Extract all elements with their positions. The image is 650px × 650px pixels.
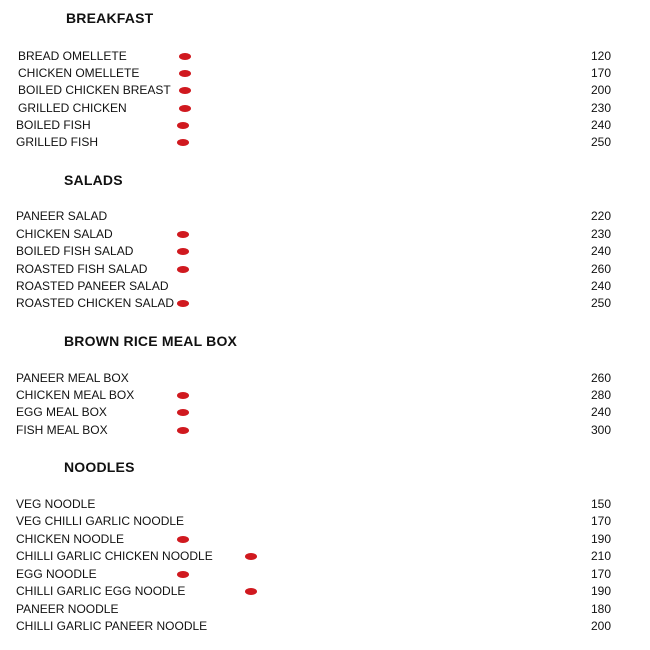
menu-item-price: 280 bbox=[590, 388, 611, 402]
nonveg-marker-icon bbox=[179, 70, 191, 77]
menu-item-name: VEG CHILLI GARLIC NOODLE bbox=[16, 514, 185, 528]
menu-item-name: PANEER SALAD bbox=[16, 209, 108, 223]
menu-item-price: 250 bbox=[590, 135, 611, 149]
menu-item-name: CHILLI GARLIC EGG NOODLE bbox=[16, 584, 186, 598]
menu-item-row bbox=[0, 208, 650, 225]
menu-item-name: BOILED CHICKEN BREAST bbox=[18, 83, 171, 97]
menu-item-row bbox=[0, 48, 650, 65]
menu-item-row bbox=[0, 295, 650, 312]
menu-item-price: 170 bbox=[590, 514, 611, 528]
menu-item-row bbox=[0, 370, 650, 387]
menu-item-price: 230 bbox=[590, 227, 611, 241]
menu-item-row bbox=[0, 243, 650, 260]
menu-item-name: VEG NOODLE bbox=[16, 497, 96, 511]
section-heading-brown-rice-meal-box: BROWN RICE MEAL BOX bbox=[64, 333, 238, 349]
nonveg-marker-icon bbox=[177, 248, 189, 255]
menu-item-name: EGG NOODLE bbox=[16, 567, 97, 581]
menu-item-name: CHICKEN SALAD bbox=[16, 227, 113, 241]
menu-item-price: 150 bbox=[590, 497, 611, 511]
menu-item-price: 260 bbox=[590, 371, 611, 385]
menu-item-name: ROASTED PANEER SALAD bbox=[16, 279, 169, 293]
menu-item-name: BOILED FISH SALAD bbox=[16, 244, 134, 258]
menu-item-price: 240 bbox=[590, 405, 611, 419]
menu-item-row bbox=[0, 618, 650, 635]
menu-item-price: 220 bbox=[590, 209, 611, 223]
menu-item-row bbox=[0, 134, 650, 151]
menu-item-row bbox=[0, 496, 650, 513]
nonveg-marker-icon bbox=[179, 105, 191, 112]
menu-item-price: 190 bbox=[590, 532, 611, 546]
nonveg-marker-icon bbox=[177, 266, 189, 273]
menu-item-price: 300 bbox=[590, 423, 611, 437]
menu-item-name: PANEER MEAL BOX bbox=[16, 371, 129, 385]
menu-item-row bbox=[0, 278, 650, 295]
menu-item-name: GRILLED FISH bbox=[16, 135, 99, 149]
menu-item-price: 120 bbox=[590, 49, 611, 63]
section-heading-salads: SALADS bbox=[64, 172, 123, 188]
menu-item-row bbox=[0, 226, 650, 243]
menu-item-row bbox=[0, 422, 650, 439]
menu-item-row bbox=[0, 513, 650, 530]
menu-item-row bbox=[0, 583, 650, 600]
menu-item-price: 210 bbox=[590, 549, 611, 563]
menu-item-name: PANEER NOODLE bbox=[16, 602, 119, 616]
menu-item-name: ROASTED FISH SALAD bbox=[16, 262, 148, 276]
menu-item-name: GRILLED CHICKEN bbox=[18, 101, 127, 115]
nonveg-marker-icon bbox=[177, 231, 189, 238]
nonveg-marker-icon bbox=[177, 139, 189, 146]
menu-item-row bbox=[0, 531, 650, 548]
menu-item-row bbox=[0, 601, 650, 618]
menu-item-price: 180 bbox=[590, 602, 611, 616]
nonveg-marker-icon bbox=[179, 87, 191, 94]
nonveg-marker-icon bbox=[177, 536, 189, 543]
menu-item-row bbox=[0, 404, 650, 421]
menu-item-row bbox=[0, 548, 650, 565]
section-heading-breakfast: BREAKFAST bbox=[66, 10, 154, 26]
menu-item-name: CHICKEN MEAL BOX bbox=[16, 388, 135, 402]
menu-item-name: CHILLI GARLIC PANEER NOODLE bbox=[16, 619, 208, 633]
nonveg-marker-icon bbox=[177, 392, 189, 399]
menu-item-name: EGG MEAL BOX bbox=[16, 405, 107, 419]
menu-item-price: 170 bbox=[590, 567, 611, 581]
menu-item-price: 200 bbox=[590, 83, 611, 97]
menu-item-name: CHILLI GARLIC CHICKEN NOODLE bbox=[16, 549, 213, 563]
menu-item-price: 200 bbox=[590, 619, 611, 633]
menu-item-name: BREAD OMELLETE bbox=[18, 49, 127, 63]
nonveg-marker-icon bbox=[245, 553, 257, 560]
menu-item-price: 170 bbox=[590, 66, 611, 80]
menu-item-row bbox=[0, 82, 650, 99]
nonveg-marker-icon bbox=[177, 427, 189, 434]
menu-item-row bbox=[0, 261, 650, 278]
menu-item-price: 230 bbox=[590, 101, 611, 115]
menu-item-row bbox=[0, 117, 650, 134]
nonveg-marker-icon bbox=[177, 571, 189, 578]
menu-item-price: 190 bbox=[590, 584, 611, 598]
nonveg-marker-icon bbox=[177, 300, 189, 307]
menu-item-price: 240 bbox=[590, 244, 611, 258]
menu-item-price: 240 bbox=[590, 279, 611, 293]
menu-item-row bbox=[0, 387, 650, 404]
menu-item-price: 240 bbox=[590, 118, 611, 132]
menu-item-name: FISH MEAL BOX bbox=[16, 423, 108, 437]
nonveg-marker-icon bbox=[245, 588, 257, 595]
menu-item-row bbox=[0, 566, 650, 583]
menu-item-name: BOILED FISH bbox=[16, 118, 91, 132]
section-heading-noodles: NOODLES bbox=[64, 459, 135, 475]
menu-item-price: 250 bbox=[590, 296, 611, 310]
menu-item-name: CHICKEN OMELLETE bbox=[18, 66, 140, 80]
menu-item-row bbox=[0, 100, 650, 117]
menu-item-row bbox=[0, 65, 650, 82]
nonveg-marker-icon bbox=[177, 122, 189, 129]
menu-item-price: 260 bbox=[590, 262, 611, 276]
menu-item-name: ROASTED CHICKEN SALAD bbox=[16, 296, 175, 310]
nonveg-marker-icon bbox=[179, 53, 191, 60]
menu-item-name: CHICKEN NOODLE bbox=[16, 532, 125, 546]
nonveg-marker-icon bbox=[177, 409, 189, 416]
